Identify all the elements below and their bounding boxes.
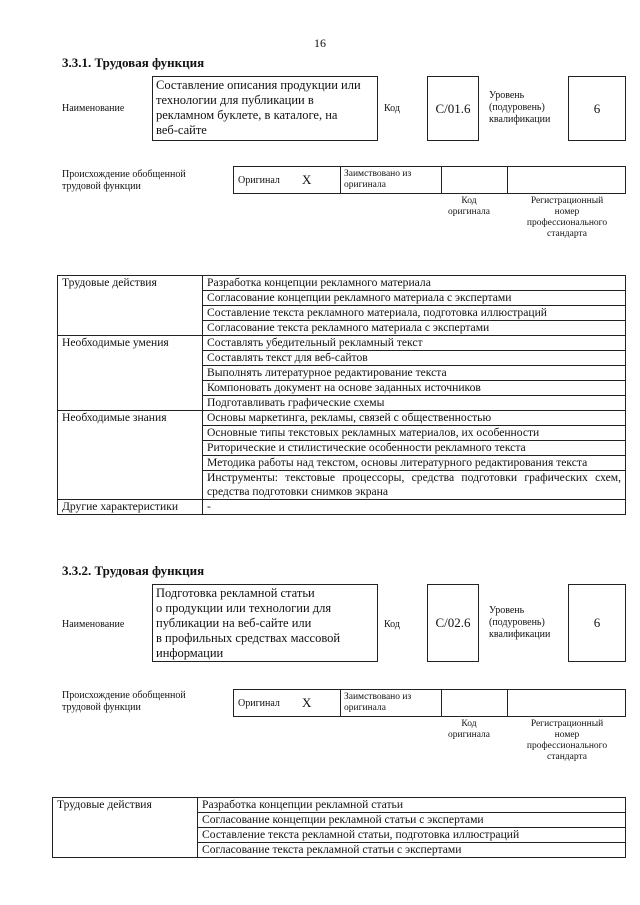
borrowed-label: Заимствовано из оригинала xyxy=(344,169,412,190)
item-cell: Согласование текста рекламного материала с экспертами xyxy=(203,321,626,336)
origin-table xyxy=(233,166,626,194)
item-cell: - xyxy=(203,500,626,515)
qualification-level-label: Уровень (подуровень) квалификации xyxy=(489,90,551,125)
origin-divider xyxy=(340,167,341,193)
qualification-level-value: 6 xyxy=(568,584,626,662)
origin-divider xyxy=(507,690,508,716)
function-name-line: технологии для публикации в xyxy=(156,93,314,107)
category-cell: Необходимые умения xyxy=(58,336,203,411)
original-label: Оригинал xyxy=(238,175,280,186)
original-mark: X xyxy=(302,172,312,187)
item-cell: Согласование текста рекламной статьи с экспертами xyxy=(198,843,626,858)
name-label: Наименование xyxy=(62,619,125,630)
item-cell: Составление текста рекламного материала, подготовка иллюстраций xyxy=(203,306,626,321)
function-name-box xyxy=(152,584,378,662)
reg-number-label: Регистрационный номер профессионального стандарта xyxy=(526,719,608,762)
item-cell: Инструменты: текстовые процессоры, средства подготовки графических схем, средства подготовки снимков экрана xyxy=(203,471,626,500)
item-cell: Составлять текст для веб-сайтов xyxy=(203,351,626,366)
item-cell: Методика работы над текстом, основы литературного редактирования текста xyxy=(203,456,626,471)
item-cell: Разработка концепции рекламной статьи xyxy=(198,798,626,813)
function-name-line: веб-сайте xyxy=(156,123,207,137)
function-name-box xyxy=(152,76,378,141)
function-name-line: информации xyxy=(156,646,224,660)
code-label: Код xyxy=(384,103,400,114)
page-number: 16 xyxy=(314,36,326,50)
function-details-table xyxy=(57,275,626,515)
original-mark: X xyxy=(302,695,312,710)
code-original-label: Код оригинала xyxy=(448,719,490,740)
origin-divider xyxy=(441,690,442,716)
function-name-line: Составление описания продукции или xyxy=(156,78,361,92)
item-cell: Составление текста рекламной статьи, подготовка иллюстраций xyxy=(198,828,626,843)
category-cell: Необходимые знания xyxy=(58,411,203,500)
borrowed-label: Заимствовано из оригинала xyxy=(344,692,412,713)
code-value: С/02.6 xyxy=(427,584,479,662)
section-title: 3.3.1. Трудовая функция xyxy=(62,55,205,70)
item-cell: Основы маркетинга, рекламы, связей с общественностью xyxy=(203,411,626,426)
function-name-line: о продукции или технологии для xyxy=(156,601,332,615)
origin-label: Происхождение обобщенной трудовой функции xyxy=(62,690,186,713)
function-name-line: в профильных средствах массовой xyxy=(156,631,341,645)
original-label: Оригинал xyxy=(238,698,280,709)
item-cell: Составлять убедительный рекламный текст xyxy=(203,336,626,351)
table-row xyxy=(58,411,626,426)
function-name-line: рекламном буклете, в каталоге, на xyxy=(156,108,338,122)
reg-number-label: Регистрационный номер профессионального стандарта xyxy=(526,196,608,239)
item-cell: Согласование концепции рекламного материала с экспертами xyxy=(203,291,626,306)
code-original-label: Код оригинала xyxy=(448,196,490,217)
code-value: С/01.6 xyxy=(427,76,479,141)
item-cell: Риторические и стилистические особенности рекламного текста xyxy=(203,441,626,456)
function-details-table xyxy=(52,797,626,858)
function-name-line: Подготовка рекламной статьи xyxy=(156,586,315,600)
origin-divider xyxy=(340,690,341,716)
item-cell: Согласование концепции рекламной статьи с экспертами xyxy=(198,813,626,828)
table-row xyxy=(58,500,626,515)
origin-divider xyxy=(441,167,442,193)
code-label: Код xyxy=(384,619,400,630)
section-title: 3.3.2. Трудовая функция xyxy=(62,563,205,578)
origin-label: Происхождение обобщенной трудовой функции xyxy=(62,169,186,192)
origin-table xyxy=(233,689,626,717)
category-cell: Другие характеристики xyxy=(58,500,203,515)
item-cell: Основные типы текстовых рекламных материалов, их особенности xyxy=(203,426,626,441)
category-cell: Трудовые действия xyxy=(58,276,203,336)
function-name-line: публикации на веб-сайте или xyxy=(156,616,312,630)
qualification-level-label: Уровень (подуровень) квалификации xyxy=(489,605,551,640)
table-row xyxy=(53,798,626,813)
table-row xyxy=(58,336,626,351)
category-cell: Трудовые действия xyxy=(53,798,198,858)
origin-divider xyxy=(507,167,508,193)
name-label: Наименование xyxy=(62,103,125,114)
item-cell: Выполнять литературное редактирование текста xyxy=(203,366,626,381)
table-row xyxy=(58,276,626,291)
item-cell: Разработка концепции рекламного материала xyxy=(203,276,626,291)
item-cell: Подготавливать графические схемы xyxy=(203,396,626,411)
item-cell: Компоновать документ на основе заданных источников xyxy=(203,381,626,396)
qualification-level-value: 6 xyxy=(568,76,626,141)
